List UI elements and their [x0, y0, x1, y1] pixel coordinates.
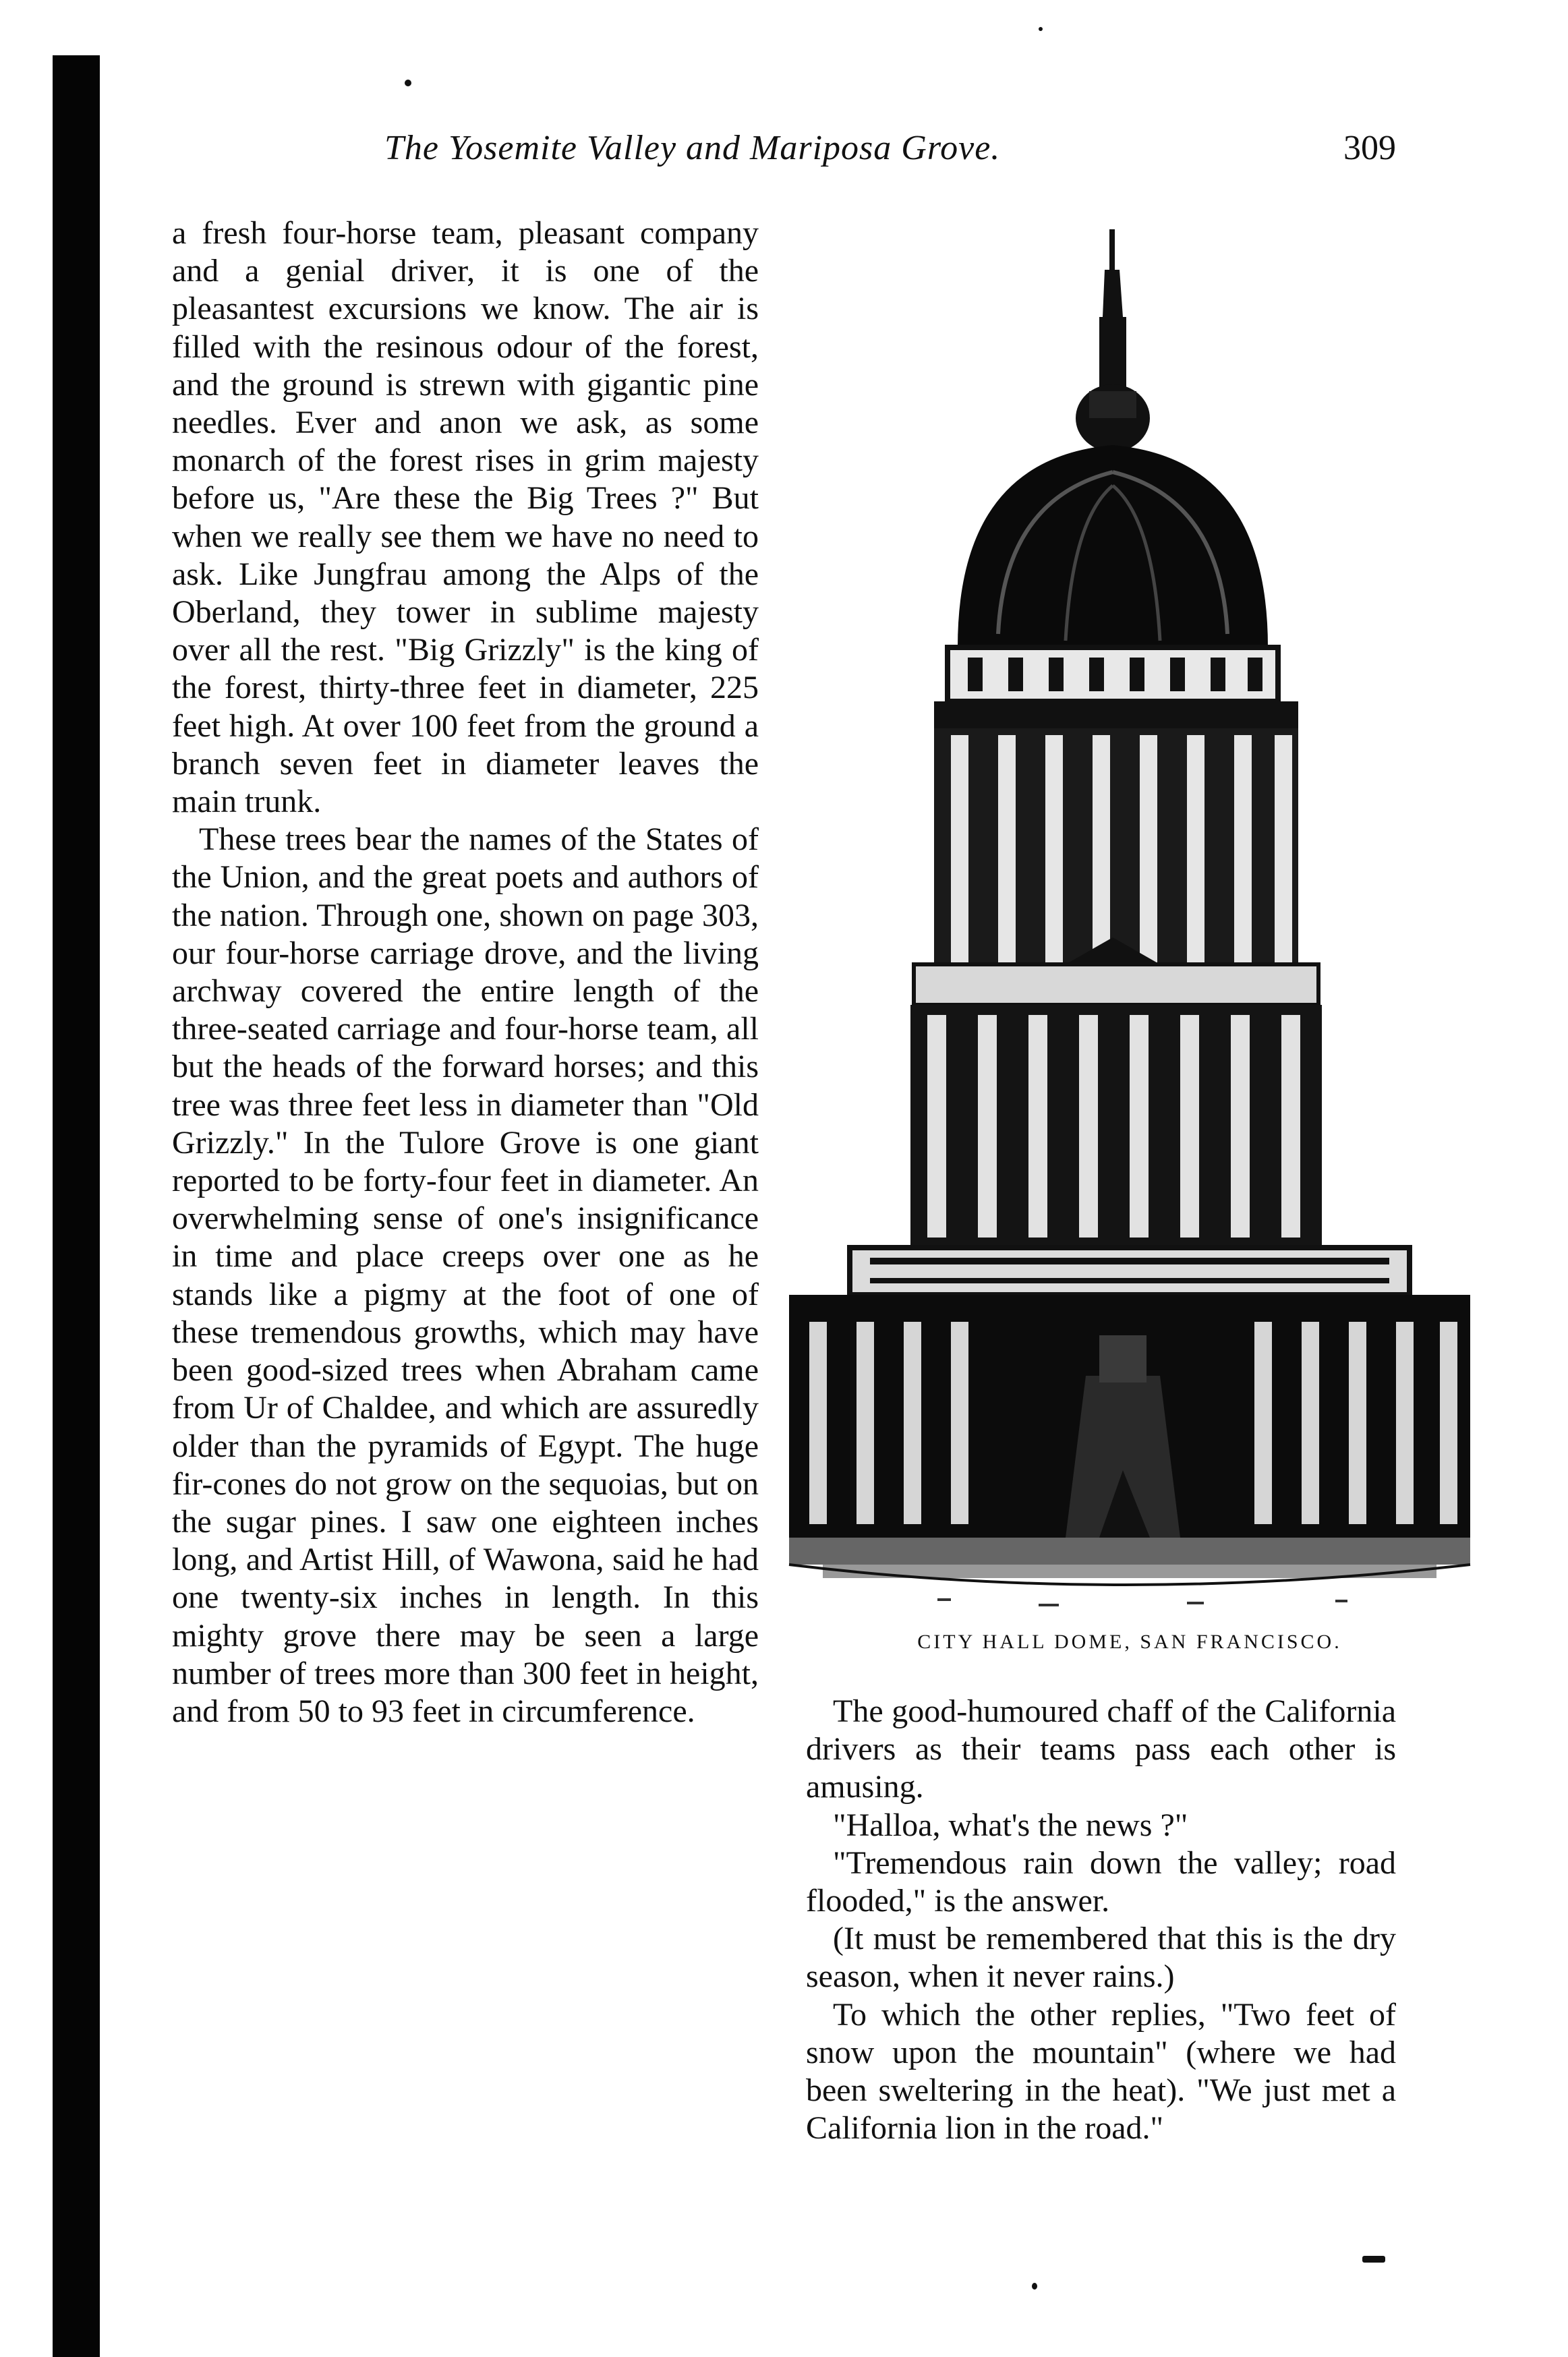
paragraph: a fresh four-horse team, pleasant company and a genial driver, it is one of the pleasantest excursions we know. The air is filled with the resinous odour of the forest, and the ground is strewn with gigantic pine needles. Ever and anon we ask, as some monarch of the forest rises in grim majesty before us, "Are these the Big Trees ?" But when we really see them we have no need to ask. Like Jungfrau among the Alps of the Oberland, they tower in sublime majesty over all the rest. "Big Grizzly" is the king of the forest, thirty-three feet in diameter, 225 feet high. At over 100 feet from the ground a branch seven feet in diameter leaves the main trunk.	[172, 215, 759, 820]
running-title: The Yosemite Valley and Mariposa Grove.	[384, 129, 1001, 167]
illustration-caption: CITY HALL DOME, SAN FRANCISCO.	[917, 1631, 1342, 1653]
page-number: 309	[1343, 129, 1396, 167]
page-binding-edge	[53, 55, 100, 2357]
paragraph: To which the other replies, "Two feet of snow upon the mountain" (where we had been sweltering in the heat). "We just met a California lion in the road."	[806, 1996, 1396, 2147]
paragraph: "Tremendous rain down the valley; road flooded," is the answer.	[806, 1844, 1396, 1919]
left-text-column	[172, 214, 759, 1730]
paragraph: (It must be remembered that this is the dry season, when it never rains.)	[806, 1921, 1396, 1995]
ink-speck	[1039, 27, 1043, 31]
city-hall-dome-engraving	[782, 216, 1477, 1619]
ink-speck	[405, 80, 411, 86]
paragraph: These trees bear the names of the States of the Union, and the great poets and authors of the nation. Through one, shown on page 303, our four-horse carriage drove, and the living archway covered the entire length of the three-seated carriage and four-horse team, all but the heads of the forward horses; and this tree was three feet less in diameter than "Old Grizzly." In the Tulore Grove is one giant reported to be forty-four feet in diameter. An overwhelming sense of one's insignificance in time and place creeps over one as he stands like a pigmy at the foot of one of these tremendous growths, which may have been good-sized trees when Abraham came from Ur of Chaldee, and which are assuredly older than the pyramids of Egypt. The huge fir-cones do not grow on the sequoias, but on the sugar pines. I saw one eighteen inches long, and Artist Hill, of Wawona, said he had one twenty-six inches in length. In this mighty grove there may be seen a large number of trees more than 300 feet in height, and from 50 to 93 feet in circumference.	[172, 821, 759, 1729]
paragraph: "Halloa, what's the news ?"	[833, 1807, 1188, 1843]
ink-speck	[1362, 2256, 1385, 2263]
page-header	[384, 128, 1396, 182]
right-text-column	[806, 1693, 1396, 2147]
ink-speck	[1032, 2283, 1037, 2290]
paragraph: The good-humoured chaff of the California drivers as their teams pass each other is amusing.	[806, 1693, 1396, 1805]
